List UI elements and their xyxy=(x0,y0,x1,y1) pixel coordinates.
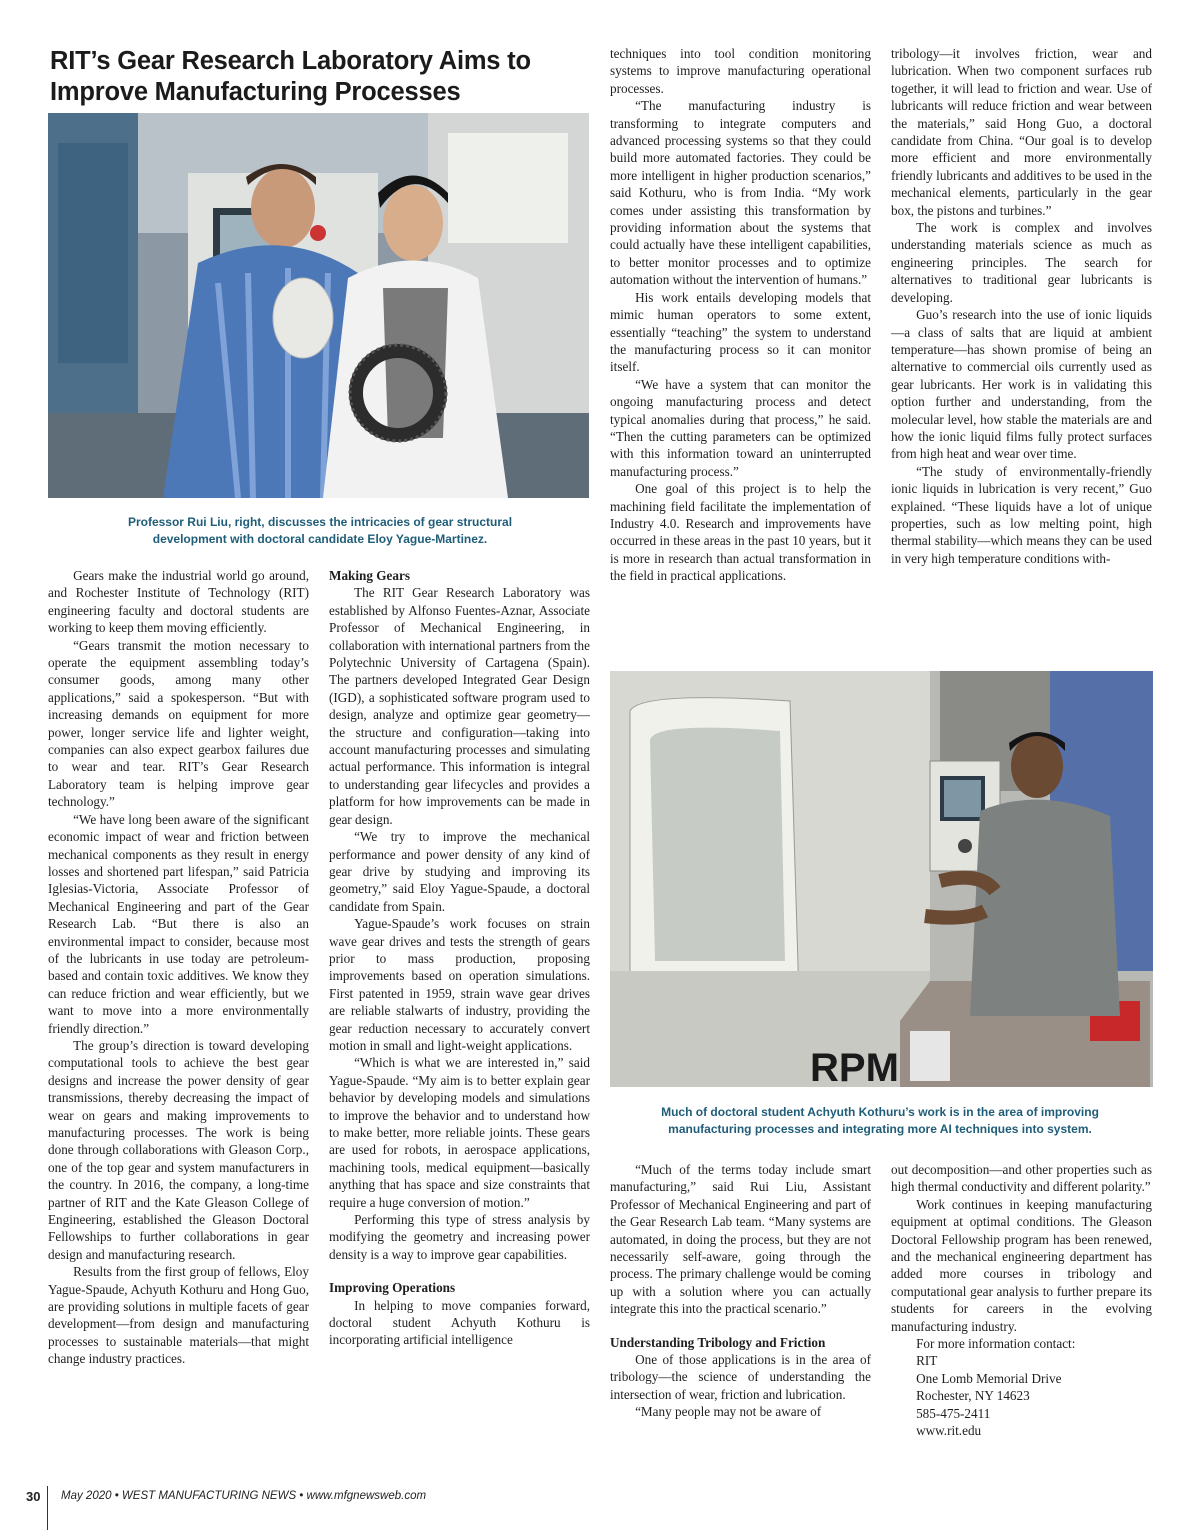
paragraph: “We try to improve the mechanical performance and power density of any kind of gear drive by studying and improving its geometry,” said Eloy Yague-Spaude, a doctoral candidate from Spain. xyxy=(329,829,590,914)
paragraph: “Gears transmit the motion necessary to operate the equipment assembling today’s consumer goods, among many other applications,” said a spokesperson. “But with increasing demands on equipment for more power, longer service life and lighter weight, companies can also expect gearbox failures due to wear and tear. RIT’s Gear Research Laboratory team is helping improve gear technology.” xyxy=(48,637,309,810)
bottom-photo-caption: Much of doctoral student Achyuth Kothuru’s work is in the area of improving manufacturing processes and integrating more AI techniques into system. xyxy=(661,1105,1099,1136)
article-headline: RIT’s Gear Research Laboratory Aims to Improve Manufacturing Processes xyxy=(50,47,531,106)
paragraph: In helping to move companies forward, doctoral student Achyuth Kothuru is incorporating artificial intelligence xyxy=(329,1297,590,1348)
lab-scene-illustration xyxy=(48,113,589,498)
contact-intro: For more information contact: xyxy=(916,1336,1076,1352)
footer-line: May 2020 • WEST MANUFACTURING NEWS • www.mfgnewsweb.com xyxy=(61,1490,427,1502)
paragraph: Results from the first group of fellows, Eloy Yague-Spaude, Achyuth Kothuru and Hong Guo, are providing solutions in multiple facets of gear development—from design and manufacturing processes to sustainable materials—that might change industry practices. xyxy=(48,1264,309,1367)
contact-phone: 585-475-2411 xyxy=(916,1405,991,1421)
bottom-photo xyxy=(610,671,1153,1087)
contact-city: Rochester, NY 14623 xyxy=(916,1388,1030,1404)
paragraph: Guo’s research into the use of ionic liquids—a class of salts that are liquid at ambient temperature—has shown promise of being an alternative to commercial oils currently used as gear lubricants. Her work is in validating this option further and understanding, from the molecular level, how stable the materials are and how the ionic liquid films fully protect surfaces from high heat and wear over time. xyxy=(891,307,1152,462)
paragraph: techniques into tool condition monitoring systems to improve manufacturing operational processes. xyxy=(610,46,871,96)
footer-rule xyxy=(47,1486,48,1530)
paragraph: “The manufacturing industry is transforming to integrate computers and advanced processing systems so that they could build more automated factories. They could be more intelligent in higher production scenarios,” said Kothuru, who is from India. “My work comes under assisting this transformation by providing information about the systems that could actually have these intelligent capabilities, to better monitor processes and to optimize automation without the intervention of humans.” xyxy=(610,98,871,288)
contact-organization: RIT xyxy=(916,1353,938,1369)
column-1 xyxy=(48,567,309,1368)
column-3 xyxy=(610,45,871,585)
paragraph: The group’s direction is toward developing computational tools to achieve the best gear designs and increase the power density of gear transmissions, thereby decreasing the impact of wear on gears and making improvements to manufacturing processes. The work is being done through collaborations with Gleason Corp., one of the top gear and system manufacturers in the country. In 2016, the company, a long-time partner of RIT and the Kate Gleason College of Engineering, established the Gleason Doctoral Fellowships to further collaborations in gear design and manufacturing research. xyxy=(48,1037,309,1262)
paragraph: “Much of the terms today include smart manufacturing,” said Rui Liu, Assistant Professor of Mechanical Engineering and part of the Gear Research Lab team. “Many systems are automated, in doing the process, but they are not necessarily self-aware, going through the process. The primary challenge would be coming up with a solution where you can actually integrate this into the practical scenario.” xyxy=(610,1162,871,1317)
paragraph: “Which is what we are interested in,” said Yague-Spaude. “My aim is to better explain gear behavior by developing models and simulations to improve the behavior and to understand how to make better, more reliable joints. These gears are used for robots, in aerospace applications, machining tools, medical equipment—basically anything that has space and size constraints that require a huge conversion of motion.” xyxy=(329,1055,590,1210)
section-heading-making-gears: Making Gears xyxy=(329,568,410,583)
paragraph: “We have a system that can monitor the ongoing manufacturing process and detect typical anomalies during that process,” he said. “Then the cutting parameters can be optimized with this information toward an uninterrupted manufacturing process.” xyxy=(610,376,871,479)
paragraph: “The study of environmentally-friendly ionic liquids in lubrication is very recent,” Guo explained. “These liquids have a lot of unique properties, such as low melting point, high thermal stability—which means they can be used in very high temperature conditions with- xyxy=(891,463,1152,566)
machine-scene-illustration xyxy=(610,671,1153,1087)
paragraph: One of those applications is in the area of tribology—the science of understanding the intersection of wear, friction and lubrication. xyxy=(610,1352,871,1402)
top-photo-caption: Professor Rui Liu, right, discusses the intricacies of gear structural development with doctoral candidate Eloy Yague-Martinez. xyxy=(127,515,513,546)
column-5 xyxy=(610,1161,871,1421)
paragraph: Performing this type of stress analysis by modifying the geometry and increasing power density is a way to improve gear capabilities. xyxy=(329,1212,590,1262)
section-heading-improving-operations: Improving Operations xyxy=(329,1280,456,1296)
top-photo xyxy=(48,113,589,498)
paragraph: out decomposition—and other properties such as high thermal conductivity and different polarity.” xyxy=(891,1162,1152,1195)
column-6 xyxy=(891,1161,1152,1440)
paragraph: The work is complex and involves understanding materials science as much as engineering principles. The search for alternatives to traditional gear lubricants is developing. xyxy=(891,220,1152,305)
contact-block xyxy=(891,1335,1152,1439)
paragraph: tribology—it involves friction, wear and lubrication. When two component surfaces rub together, it will lead to friction and wear. Use of lubricants will reduce friction and wear between the materials,” said Hong Guo, a doctoral candidate from China. “Our goal is to develop more efficient and more environmentally friendly lubricants and additives to be used in the mechanical elements, particularly in the gear box, the pistons and turbines.” xyxy=(891,46,1152,218)
paragraph: The RIT Gear Research Laboratory was established by Alfonso Fuentes-Aznar, Associate Professor of Mechanical Engineering, in collaboration with international partners from the Polytechnic University of Cartagena (Spain). The partners developed Integrated Gear Design (IGD), a sophisticated software program used to design, analyze and optimize gear geometry—the structure and configuration—taking into account manufacturing processes and simulating actual performance. This information is integral to understanding gear lifecycles and provides a platform for how improvements can be made in gear design. xyxy=(329,585,590,827)
paragraph: His work entails developing models that mimic human operators to some extent, essentially “teaching” the system to understand the manufacturing process so it can monitor itself. xyxy=(610,289,871,375)
column-4 xyxy=(891,45,1152,567)
section-heading-tribology: Understanding Tribology and Friction xyxy=(610,1334,826,1350)
machine-brand-label: RPM xyxy=(810,1046,899,1087)
contact-website[interactable]: www.rit.edu xyxy=(916,1423,982,1439)
page-number: 30 xyxy=(26,1489,41,1504)
paragraph: One goal of this project is to help the machining field facilitate the implementation of Industry 4.0. Research and improvements have occurred in these areas in the past 10 years, but it is more in research than actual transformation in the field in practical applications. xyxy=(610,481,871,584)
column-2 xyxy=(329,567,590,1349)
contact-street: One Lomb Memorial Drive xyxy=(916,1370,1062,1386)
paragraph: “Many people may not be aware of xyxy=(635,1404,822,1420)
paragraph: Yague-Spaude’s work focuses on strain wave gear drives and tests the strength of gears prior to mass production, proposing improvements based on operation simulations. First patented in 1959, strain wave gear drives are reliable stalwarts of industry, providing the gear reduction necessary to accurately convert motion in small and light-weight applications. xyxy=(329,916,590,1053)
paragraph: Gears make the industrial world go around, and Rochester Institute of Technology (RIT) engineering faculty and doctoral students are working to keep them moving efficiently. xyxy=(48,568,309,636)
paragraph: Work continues in keeping manufacturing equipment at optimal conditions. The Gleason Doctoral Fellowship program has been renewed, and the mechanical engineering department has added more courses in tribology and computational gear analysis to further prepare its students for careers in the evolving manufacturing industry. xyxy=(891,1196,1152,1334)
paragraph: “We have long been aware of the significant economic impact of wear and friction between mechanical components as they result in energy losses and shortened part lifespan,” said Patricia Iglesias-Victoria, Associate Professor of Mechanical Engineering and part of the Gear Research Lab. “But there is also an environmental impact to consider, because most of the lubricants in use today are petroleum-based and contain toxic additives. We know they can reduce friction and wear efficiently, but we want to move into a more environmentally friendly direction.” xyxy=(48,811,309,1036)
